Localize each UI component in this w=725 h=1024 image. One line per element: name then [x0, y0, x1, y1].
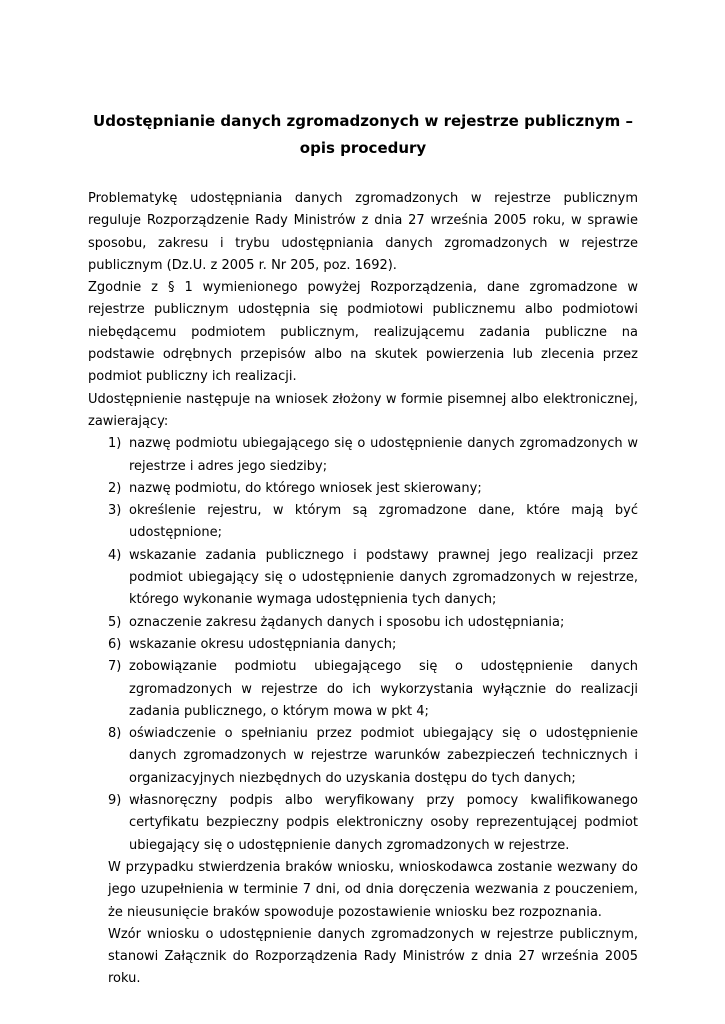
list-item	[88, 545, 638, 612]
list-item	[88, 612, 638, 634]
list-item-text: określenie rejestru, w którym są zgromadzone dane, które mają być udostępnione;	[129, 503, 638, 541]
list-item-text: oznaczenie zakresu żądanych danych i sposobu ich udostępniania;	[129, 614, 565, 630]
list-item-text: wskazanie zadania publicznego i podstawy prawnej jego realizacji przez podmiot ubiegający się o udostępnienie danych zgromadzonych w rejestrze, którego wykonanie wymaga udostępnienia tych danych;	[129, 547, 638, 608]
list-item-text: wskazanie okresu udostępniania danych;	[129, 636, 397, 652]
list-item	[88, 500, 638, 545]
paragraph-scope: Zgodnie z § 1 wymienionego powyżej Rozporządzenia, dane zgromadzone w rejestrze publicznym udostępnia się podmiotowi publicznemu albo podmiotowi niebędącemu podmiotem publicznym, realizującemu zadania publiczne na podstawie odrębnych przepisów albo na skutek powierzenia lub zlecenia przez podmiot publiczny ich realizacji.	[88, 280, 638, 385]
list-item-number: 6)	[108, 636, 122, 652]
list-item	[88, 790, 638, 857]
list-item-number: 9)	[108, 793, 122, 809]
list-item	[88, 634, 638, 656]
title-line-1: Udostępnianie danych zgromadzonych w rejestrze publicznym –	[93, 112, 633, 130]
application-requirements-list	[88, 433, 638, 857]
document-title	[88, 108, 638, 162]
list-item-number: 3)	[108, 503, 122, 519]
list-item-number: 8)	[108, 726, 122, 742]
list-item-number: 5)	[108, 614, 122, 630]
list-item	[88, 723, 638, 790]
list-item-number: 1)	[108, 436, 122, 452]
paragraph-legal-basis: Problematykę udostępniania danych zgromadzonych w rejestrze publicznym reguluje Rozporządzenie Rady Ministrów z dnia 27 września 2005 roku, w sprawie sposobu, zakresu i trybu udostępniania danych zgromadzonych w rejestrze publicznym (Dz.U. z 2005 r. Nr 205, poz. 1692).	[88, 191, 638, 273]
title-line-2: opis procedury	[299, 139, 427, 157]
list-item	[88, 478, 638, 500]
paragraph-application-intro: Udostępnienie następuje na wniosek złożony w formie pisemnej albo elektronicznej, zawierający:	[88, 391, 638, 429]
list-item-number: 4)	[108, 547, 122, 563]
list-item	[88, 656, 638, 723]
list-item-text: nazwę podmiotu, do którego wniosek jest skierowany;	[129, 480, 482, 496]
list-item-text: własnoręczny podpis albo weryfikowany przy pomocy kwalifikowanego certyfikatu bezpieczny podpis elektroniczny osoby reprezentującej podmiot ubiegający się o udostępnienie danych zgromadzonych w rejestrze.	[129, 793, 638, 853]
list-item-text: nazwę podmiotu ubiegającego się o udostępnienie danych zgromadzonych w rejestrze i adres jego siedziby;	[129, 436, 638, 474]
document-body	[88, 188, 638, 991]
list-item-number: 2)	[108, 480, 122, 496]
list-item-text: zobowiązanie podmiotu ubiegającego się o udostępnienie danych zgromadzonych w rejestrze do ich wykorzystania wyłącznie do realizacji zadania publicznego, o którym mowa w pkt 4;	[129, 659, 638, 719]
document-page	[88, 108, 638, 991]
paragraph-form-template: Wzór wniosku o udostępnienie danych zgromadzonych w rejestrze publicznym, stanowi Załącznik do Rozporządzenia Rady Ministrów z dnia 27 września 2005 roku.	[108, 926, 638, 987]
list-item	[88, 433, 638, 478]
list-item-text: oświadczenie o spełnianiu przez podmiot ubiegający się o udostępnienie danych zgromadzonych w rejestrze warunków zabezpieczeń technicznych i organizacyjnych niezbędnych do uzyskania dostępu do tych danych;	[129, 726, 638, 786]
list-item-number: 7)	[108, 659, 122, 675]
paragraph-deficiencies: W przypadku stwierdzenia braków wniosku, wnioskodawca zostanie wezwany do jego uzupełnienia w terminie 7 dni, od dnia doręczenia wezwania z pouczeniem, że nieusunięcie braków spowoduje pozostawienie wniosku bez rozpoznania.	[108, 859, 638, 920]
